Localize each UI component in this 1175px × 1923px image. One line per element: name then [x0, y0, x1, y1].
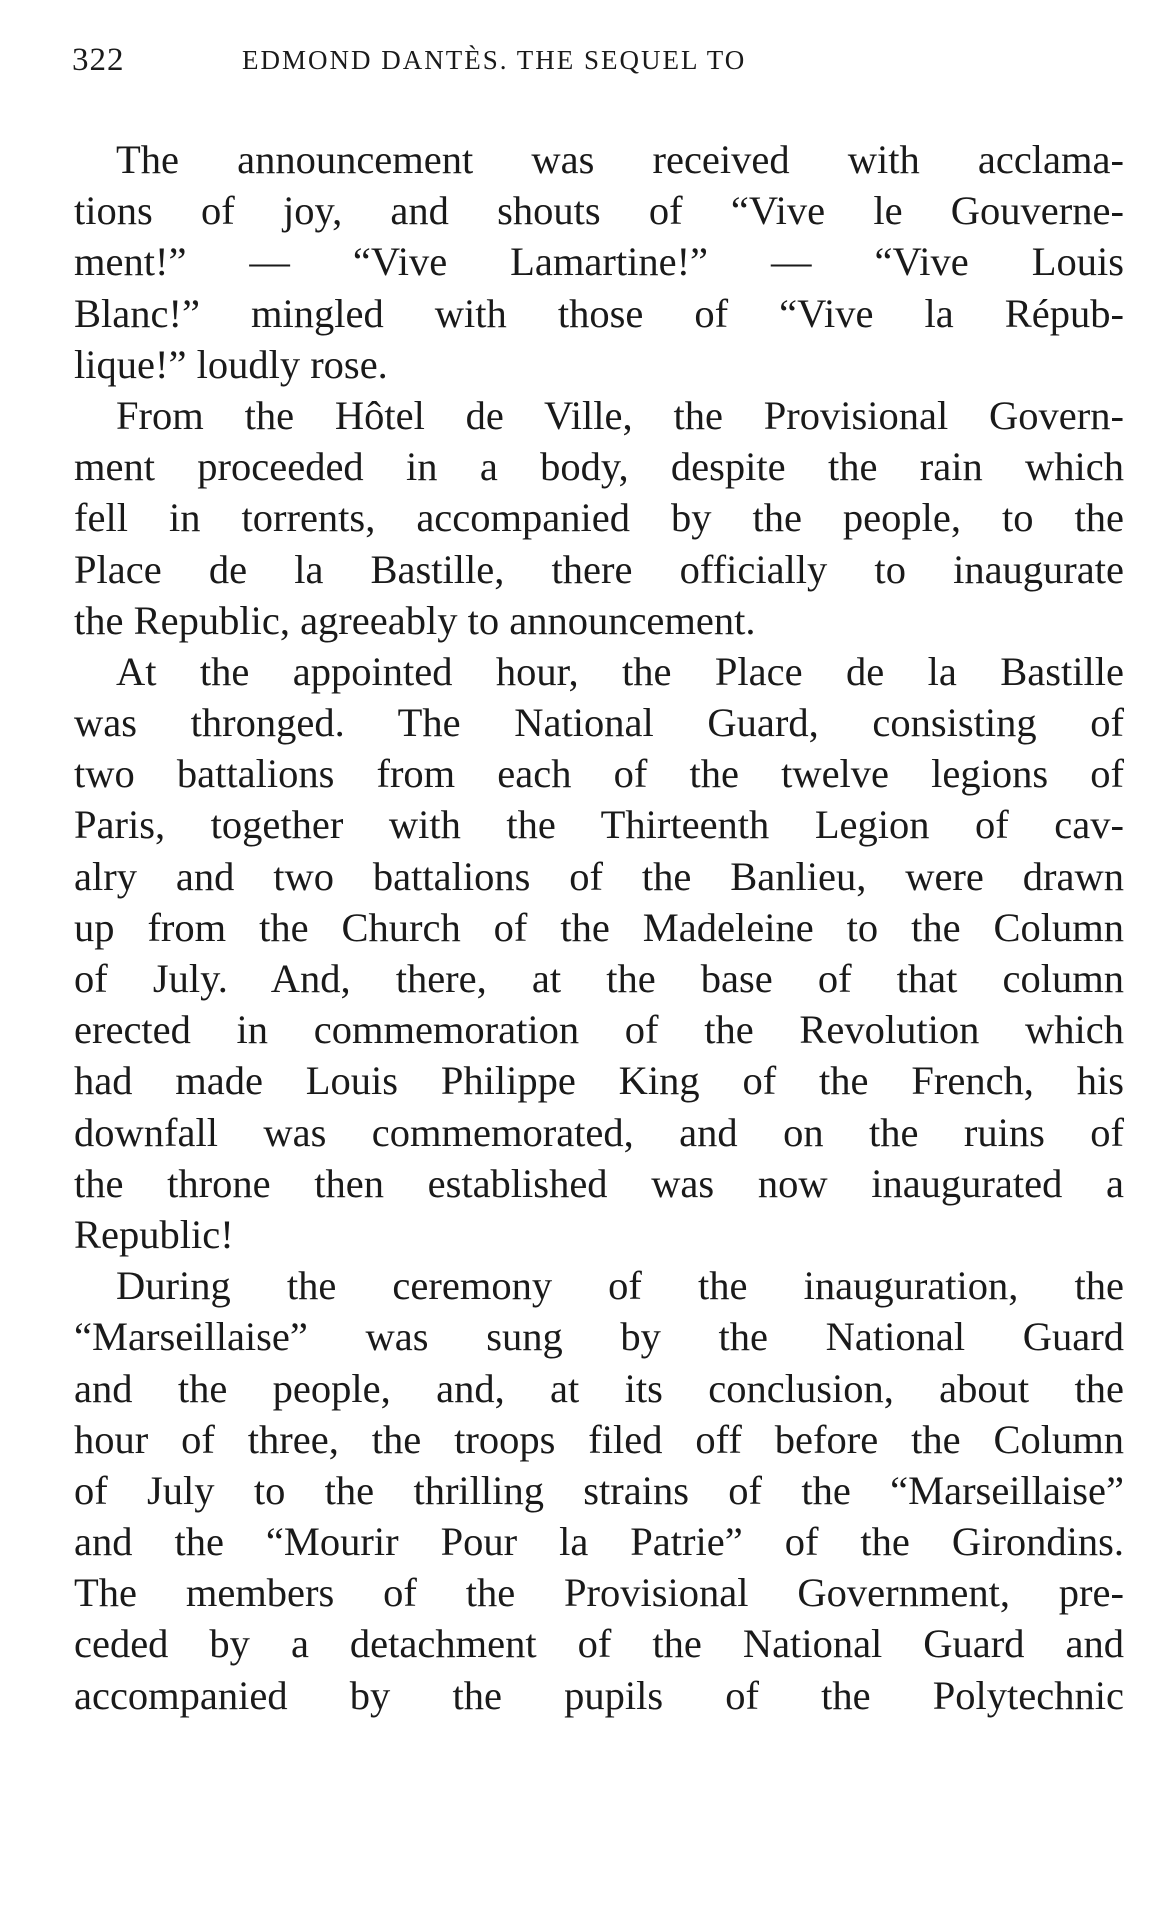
paragraph-1	[74, 134, 1124, 390]
text-line: tions of joy, and shouts of “Vive le Gouverne-	[74, 188, 1124, 234]
text-line: fell in torrents, accompanied by the people, to the	[74, 495, 1124, 541]
running-head	[72, 40, 1132, 80]
paragraph-4	[74, 1260, 1124, 1721]
text-line: Blanc!” mingled with those of “Vive la Répub-	[74, 290, 1124, 336]
text-line: The members of the Provisional Government, pre-	[74, 1570, 1124, 1616]
text-line: hour of three, the troops filed off before the Column	[74, 1416, 1124, 1462]
text-line: up from the Church of the Madeleine to the Column	[74, 904, 1124, 950]
text-line: two battalions from each of the twelve legions of	[74, 751, 1124, 797]
text-line: and the “Mourir Pour la Patrie” of the Girondins.	[74, 1519, 1124, 1565]
text-line: At the appointed hour, the Place de la Bastille	[116, 648, 1124, 694]
text-line: During the ceremony of the inauguration, the	[116, 1263, 1124, 1309]
text-line: Place de la Bastille, there officially to inaugurate	[74, 546, 1124, 592]
text-line: Republic!	[74, 1211, 234, 1257]
text-line: was thronged. The National Guard, consisting of	[74, 700, 1124, 746]
text-line: ment proceeded in a body, despite the rain which	[74, 444, 1124, 490]
text-line: downfall was commemorated, and on the ruins of	[74, 1109, 1124, 1155]
text-line: From the Hôtel de Ville, the Provisional Govern-	[116, 392, 1124, 438]
paragraph-2	[74, 390, 1124, 646]
text-line: The announcement was received with acclama-	[116, 137, 1124, 182]
text-line: lique!” loudly rose.	[74, 341, 388, 387]
text-line: had made Louis Philippe King of the French, his	[74, 1058, 1124, 1104]
text-line: accompanied by the pupils of the Polytechnic	[74, 1672, 1124, 1718]
running-title: EDMOND DANTÈS. THE SEQUEL TO	[242, 45, 747, 75]
text-line: ment!” — “Vive Lamartine!” — “Vive Louis	[74, 239, 1124, 285]
text-line: Paris, together with the Thirteenth Legion of cav-	[74, 802, 1124, 848]
text-line: alry and two battalions of the Banlieu, were drawn	[74, 853, 1124, 899]
paragraph-3	[74, 646, 1124, 1260]
text-line: erected in commemoration of the Revolution which	[74, 1007, 1124, 1053]
text-line: the throne then established was now inaugurated a	[74, 1160, 1124, 1206]
page-number: 322	[72, 42, 125, 78]
text-line: of July to the thrilling strains of the “Marseillaise”	[74, 1467, 1124, 1513]
text-line: the Republic, agreeably to announcement.	[74, 597, 756, 643]
body-text	[74, 134, 1124, 1721]
text-line: ceded by a detachment of the National Guard and	[74, 1621, 1124, 1667]
text-line: of July. And, there, at the base of that column	[74, 956, 1124, 1001]
text-line: and the people, and, at its conclusion, about the	[74, 1365, 1124, 1411]
text-line: “Marseillaise” was sung by the National Guard	[74, 1314, 1124, 1360]
